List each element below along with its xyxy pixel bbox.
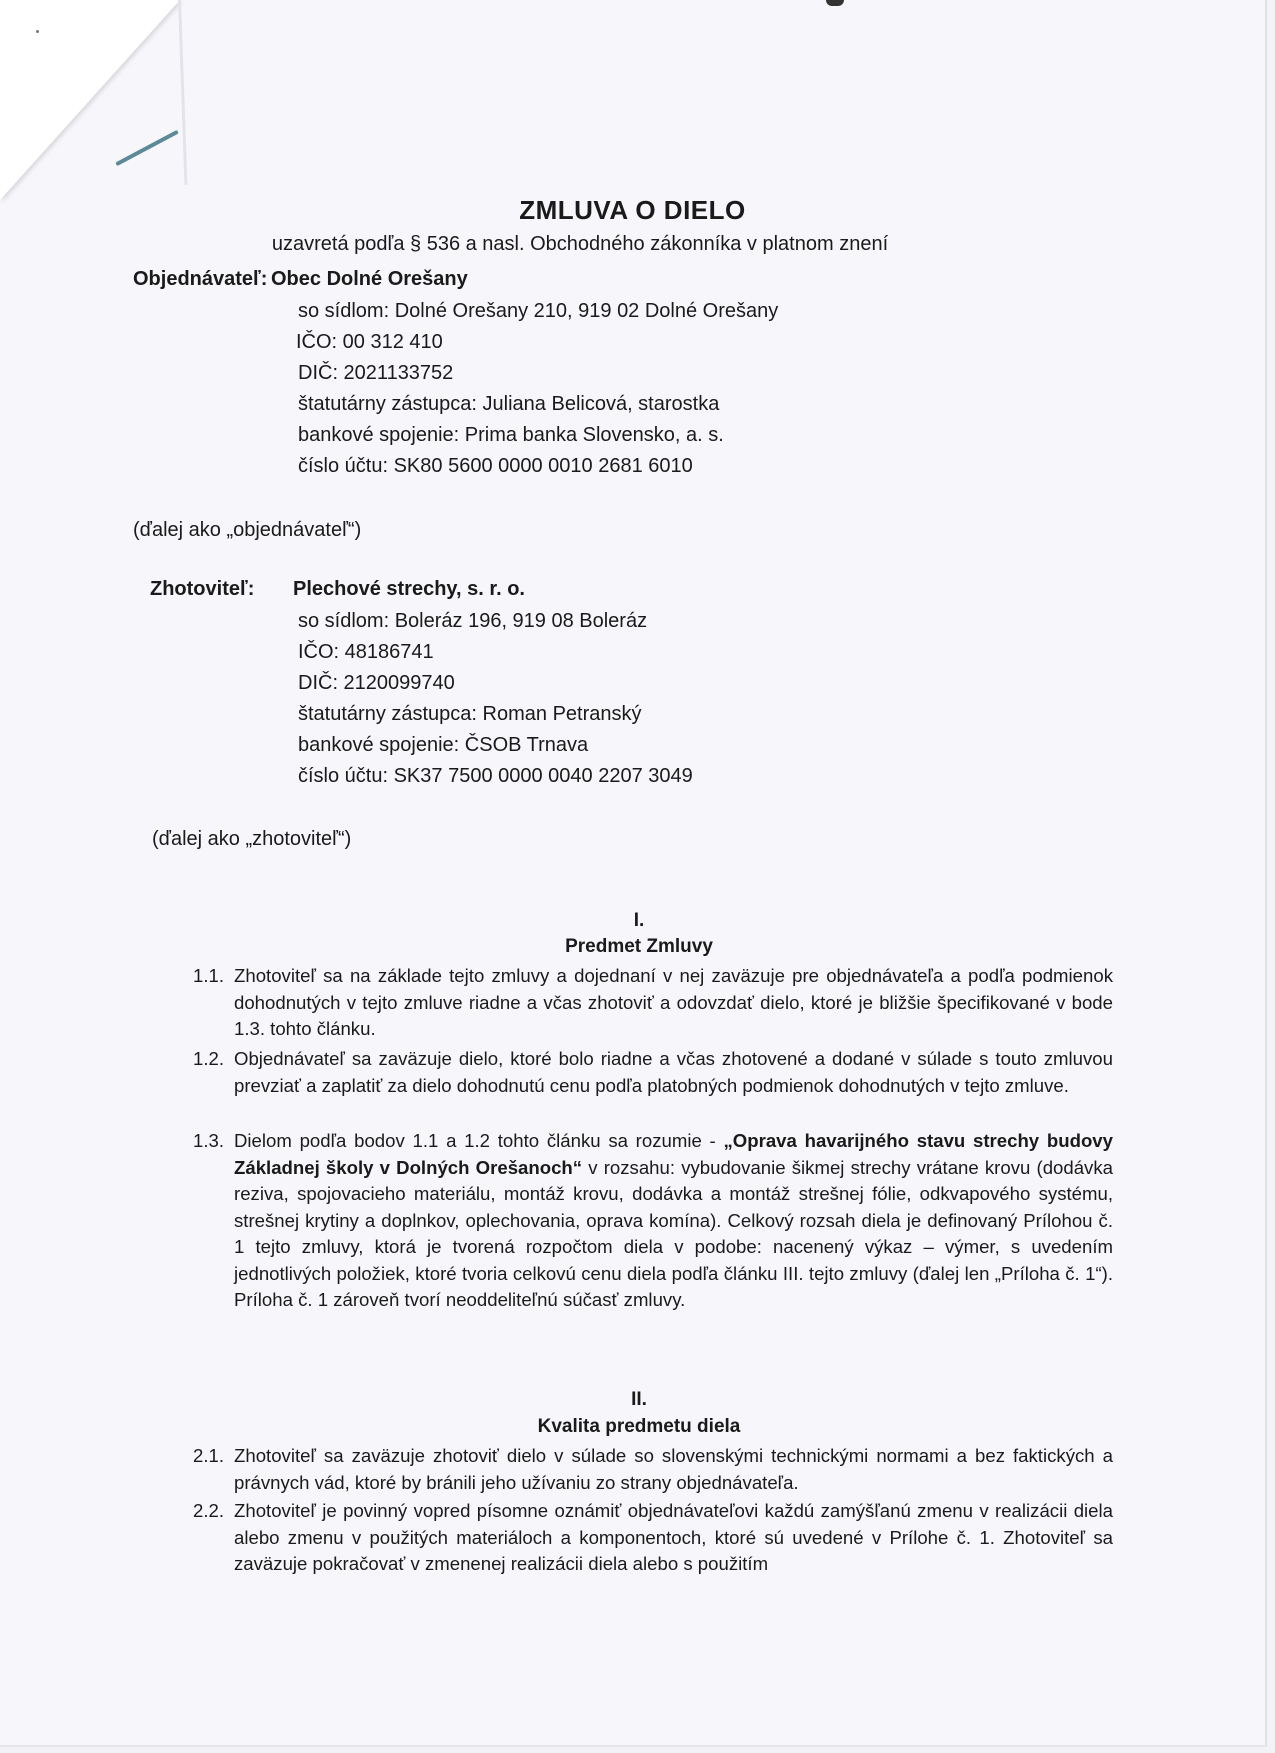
- clause-text-before: Dielom podľa bodov 1.1 a 1.2 tohto článku sa rozumie -: [234, 1130, 724, 1151]
- clause-number: 2.1.: [193, 1445, 225, 1466]
- zhotovitel-dic: DIČ: 2120099740: [298, 672, 455, 694]
- folded-corner: [0, 0, 180, 200]
- clause-number: 1.2.: [193, 1048, 225, 1069]
- document-title: ZMLUVA O DIELO: [519, 195, 746, 225]
- section-1-number: I.: [633, 910, 645, 931]
- objednavatel-dic: DIČ: 2021133752: [298, 362, 454, 384]
- objednavatel-bank: bankové spojenie: Prima banka Slovensko, a. s.: [298, 424, 724, 446]
- section-2-number: II.: [631, 1389, 647, 1410]
- clause-text: Objednávateľ sa zaväzuje dielo, ktoré bolo riadne a včas zhotovené a dodané v súlade s touto zmluvou prevziať a zaplatiť za dielo dohodnutú cenu podľa platobných podmienok dohodnutých v tejto zmluve.: [234, 1048, 1113, 1096]
- clause-1-3: [193, 1128, 1113, 1314]
- scan-speck: [36, 30, 39, 33]
- zhotovitel-bank: bankové spojenie: ČSOB Trnava: [298, 734, 589, 756]
- objednavatel-ico: IČO: 00 312 410: [296, 331, 443, 353]
- clause-1-2: [193, 1046, 1113, 1099]
- clause-number: 1.1.: [193, 965, 225, 986]
- objednavatel-address: so sídlom: Dolné Orešany 210, 919 02 Dolné Orešany: [298, 300, 779, 322]
- zhotovitel-note: (ďalej ako „zhotoviteľ“): [152, 828, 352, 850]
- zhotovitel-ico: IČO: 48186741: [298, 641, 434, 663]
- objednavatel-label: Objednávateľ:: [133, 268, 268, 290]
- document-subtitle: uzavretá podľa § 536 a nasl. Obchodného zákonníka v platnom znení: [271, 233, 889, 255]
- zhotovitel-account: číslo účtu: SK37 7500 0000 0040 2207 3049: [298, 765, 693, 787]
- zhotovitel-representative: štatutárny zástupca: Roman Petranský: [298, 703, 642, 725]
- clause-text: [234, 1128, 1113, 1314]
- clause-text: Zhotoviteľ je povinný vopred písomne oznámiť objednávateľovi každú zamýšľanú zmenu v realizácii diela alebo zmenu v použitých materiáloch a komponentoch, ktoré sú uvedené v Prílohe č. 1. Zhotoviteľ sa zaväzuje pokračovať v zmenenej realizácii diela alebo s použitím: [234, 1500, 1113, 1574]
- clause-2-1: [193, 1443, 1113, 1496]
- clause-number: 1.3.: [193, 1130, 225, 1151]
- zhotovitel-address: so sídlom: Boleráz 196, 919 08 Boleráz: [298, 610, 648, 632]
- objednavatel-note: (ďalej ako „objednávateľ“): [133, 519, 362, 541]
- clause-text: Zhotoviteľ sa na základe tejto zmluvy a dojednaní v nej zaväzuje pre objednávateľa a podľa podmienok dohodnutých v tejto zmluve riadne a včas zhotoviť a odovzdať dielo, ktoré je bližšie špecifikované v bode 1.3. tohto článku.: [234, 965, 1113, 1039]
- clause-2-2: [193, 1498, 1113, 1578]
- clause-text: Zhotoviteľ sa zaväzuje zhotoviť dielo v súlade so slovenskými technickými normami a bez faktických a právnych vád, ktoré by bránili jeho užívaniu zo strany objednávateľa.: [234, 1445, 1113, 1493]
- section-2-title: Kvalita predmetu diela: [537, 1416, 741, 1437]
- objednavatel-name: Obec Dolné Orešany: [271, 268, 468, 290]
- objednavatel-account: číslo účtu: SK80 5600 0000 0010 2681 6010: [298, 455, 693, 477]
- zhotovitel-label: Zhotoviteľ:: [150, 578, 255, 600]
- zhotovitel-name: Plechové strechy, s. r. o.: [293, 578, 525, 600]
- work-title: „Oprava havarijného stavu strechy budovy Základnej školy v Dolných Orešanoch“: [234, 1130, 1113, 1178]
- objednavatel-representative: štatutárny zástupca: Juliana Belicová, starostka: [298, 393, 720, 415]
- clause-text-after: v rozsahu: vybudovanie šikmej strechy vrátane krovu (dodávka reziva, spojovacieho materiálu, montáž krovu, dodávka a montáž strešnej fólie, odkvapového systému, strešnej krytiny a doplnkov, oplechovania, oprava komína). Celkový rozsah diela je definovaný Prílohou č. 1 tejto zmluvy, ktorá je tvorená rozpočtom diela v podobe: nacenený výkaz – výmer, s uvedením jednotlivých položiek, ktoré tvoria celkovú cenu diela podľa článku III. tejto zmluvy (ďalej len „Príloha č. 1“). Príloha č. 1 zároveň tvorí neoddeliteľnú súčasť zmluvy.: [234, 1156, 1113, 1310]
- clause-number: 2.2.: [193, 1500, 225, 1521]
- clause-1-1: [193, 963, 1113, 1043]
- section-1-title: Predmet Zmluvy: [565, 936, 713, 957]
